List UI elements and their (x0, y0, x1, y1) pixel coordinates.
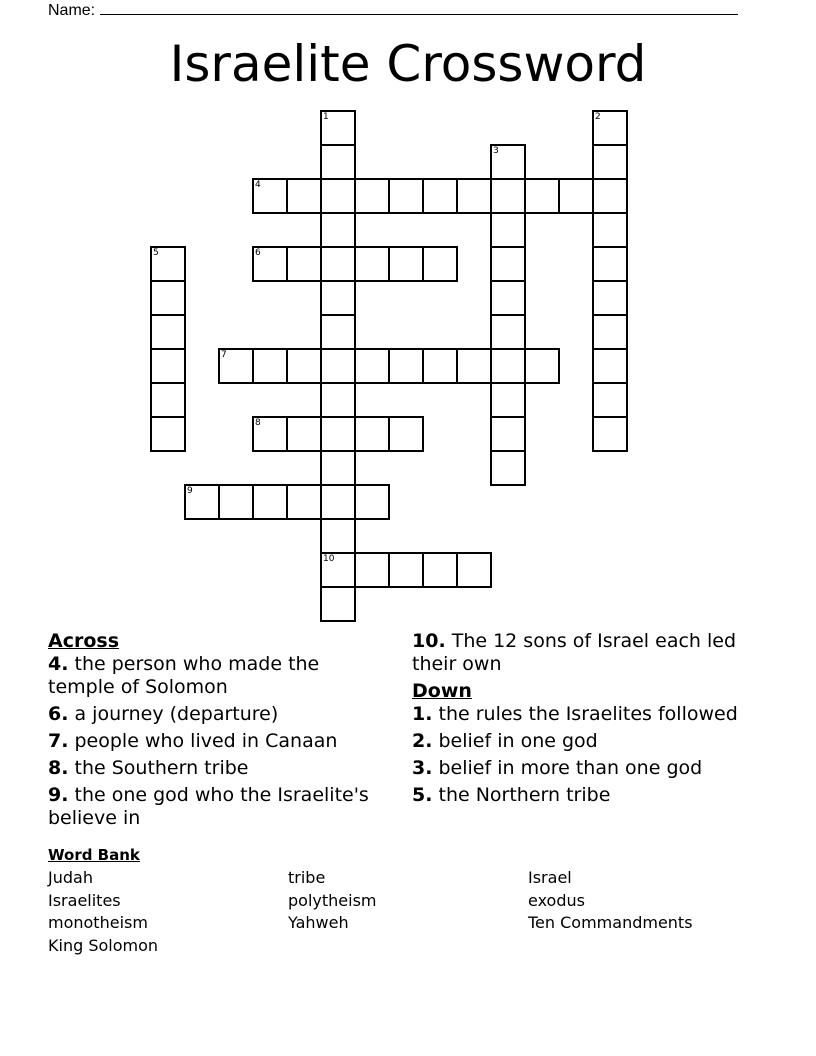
grid-cell[interactable] (252, 246, 288, 282)
grid-cell[interactable] (320, 314, 356, 350)
grid-cell[interactable] (150, 416, 186, 452)
grid-cell[interactable] (320, 484, 356, 520)
grid-cell[interactable] (354, 178, 390, 214)
grid-cell[interactable] (490, 450, 526, 486)
clue-text: the Northern tribe (432, 784, 611, 806)
grid-cell[interactable] (524, 178, 560, 214)
grid-cell[interactable] (558, 178, 594, 214)
clue-number: 7 (221, 350, 227, 360)
grid-cell[interactable] (286, 246, 322, 282)
grid-cell[interactable] (592, 382, 628, 418)
grid-cell[interactable] (320, 110, 356, 146)
name-label: Name: (48, 2, 96, 19)
grid-cell[interactable] (490, 314, 526, 350)
word-bank-item: tribe (288, 868, 326, 887)
grid-cell[interactable] (320, 246, 356, 282)
clue-number: 4 (255, 180, 261, 190)
grid-cell[interactable] (388, 552, 424, 588)
grid-cell[interactable] (320, 450, 356, 486)
grid-cell[interactable] (592, 110, 628, 146)
grid-cell[interactable] (286, 348, 322, 384)
grid-cell[interactable] (592, 212, 628, 248)
grid-cell[interactable] (184, 484, 220, 520)
grid-cell[interactable] (252, 484, 288, 520)
grid-cell[interactable] (524, 348, 560, 384)
grid-cell[interactable] (422, 348, 458, 384)
clue (412, 703, 752, 726)
grid-cell[interactable] (456, 178, 492, 214)
grid-cell[interactable] (490, 178, 526, 214)
across-heading: Across (48, 630, 120, 652)
grid-cell[interactable] (592, 144, 628, 180)
grid-cell[interactable] (320, 178, 356, 214)
grid-cell[interactable] (354, 246, 390, 282)
word-bank-item: Israelites (48, 890, 121, 910)
clue-number: 3 (493, 146, 499, 156)
grid-cell[interactable] (252, 348, 288, 384)
grid-cell[interactable] (252, 416, 288, 452)
clue-text: a journey (departure) (68, 703, 279, 725)
clue-text: belief in one god (432, 730, 598, 752)
grid-cell[interactable] (320, 348, 356, 384)
clue-number: 9. (48, 784, 69, 806)
grid-cell[interactable] (320, 518, 356, 554)
word-bank-title: Word Bank (48, 846, 140, 864)
down-heading: Down (412, 680, 472, 702)
clue-text: the rules the Israelites followed (432, 703, 738, 725)
grid-cell[interactable] (150, 280, 186, 316)
word-bank-item: King Solomon (48, 935, 159, 955)
word-bank-item: polytheism (288, 890, 377, 910)
grid-cell[interactable] (592, 178, 628, 214)
grid-cell[interactable] (320, 280, 356, 316)
clue (412, 757, 752, 780)
clue-number: 1 (323, 112, 329, 122)
clue-number: 5 (153, 248, 159, 258)
clue-number: 2. (412, 730, 433, 752)
grid-cell[interactable] (150, 382, 186, 418)
clue (48, 757, 388, 780)
clue-number: 6. (48, 703, 69, 725)
grid-cell[interactable] (490, 382, 526, 418)
clue (48, 730, 388, 753)
across-clues (48, 630, 388, 834)
grid-cell[interactable] (388, 246, 424, 282)
word-bank-item: Israel (528, 868, 572, 887)
clue-number: 1. (412, 703, 433, 725)
grid-cell[interactable] (388, 416, 424, 452)
grid-cell[interactable] (422, 178, 458, 214)
grid-cell[interactable] (150, 246, 186, 282)
grid-cell[interactable] (218, 484, 254, 520)
grid-cell[interactable] (320, 552, 356, 588)
grid-cell[interactable] (320, 144, 356, 180)
grid-cell[interactable] (252, 178, 288, 214)
grid-cell[interactable] (592, 246, 628, 282)
grid-cell[interactable] (456, 552, 492, 588)
grid-cell[interactable] (592, 416, 628, 452)
word-bank-item: monotheism (48, 913, 148, 932)
grid-cell[interactable] (320, 212, 356, 248)
grid-cell[interactable] (354, 348, 390, 384)
grid-cell[interactable] (592, 348, 628, 384)
clue-number: 10. (412, 630, 446, 652)
grid-cell[interactable] (354, 416, 390, 452)
grid-cell[interactable] (490, 246, 526, 282)
clue-number: 7. (48, 730, 69, 752)
clue (412, 730, 752, 753)
clue-text: the Southern tribe (68, 757, 249, 779)
clue-number: 8 (255, 418, 261, 428)
grid-cell[interactable] (354, 484, 390, 520)
clue-number: 10 (323, 554, 335, 564)
grid-cell[interactable] (422, 552, 458, 588)
clue-number: 3. (412, 757, 433, 779)
grid-cell[interactable] (388, 348, 424, 384)
grid-cell[interactable] (456, 348, 492, 384)
clue-number: 6 (255, 248, 261, 258)
clue-text: people who lived in Canaan (68, 730, 338, 752)
grid-cell[interactable] (490, 416, 526, 452)
clue (48, 703, 388, 726)
grid-cell[interactable] (490, 280, 526, 316)
grid-cell[interactable] (490, 144, 526, 180)
word-bank-item: exodus (528, 890, 585, 910)
word-bank-item: Ten Commandments (528, 913, 693, 932)
grid-cell[interactable] (490, 212, 526, 248)
grid-cell[interactable] (422, 246, 458, 282)
grid-cell[interactable] (286, 416, 322, 452)
clue-number: 4. (48, 653, 69, 675)
clue-number: 9 (187, 486, 193, 496)
page-title: Israelite Crossword (169, 35, 647, 93)
grid-cell[interactable] (320, 586, 356, 622)
clue-number: 2 (595, 112, 601, 122)
grid-cell[interactable] (592, 280, 628, 316)
grid-cell[interactable] (388, 178, 424, 214)
grid-cell[interactable] (320, 416, 356, 452)
clue-text: the one god who the Israelite's believe in (48, 784, 369, 829)
clue (48, 784, 388, 830)
clue-text: the person who made the temple of Solomon (48, 653, 320, 698)
grid-cell[interactable] (490, 348, 526, 384)
grid-cell[interactable] (150, 314, 186, 350)
word-bank-item: Judah (48, 868, 93, 887)
clue (412, 784, 752, 807)
clue-text: The 12 sons of Israel each led their own (412, 630, 737, 675)
grid-cell[interactable] (354, 552, 390, 588)
clue (48, 653, 388, 699)
clue-text: belief in more than one god (432, 757, 703, 779)
grid-cell[interactable] (592, 314, 628, 350)
clue (412, 630, 752, 676)
word-bank-item: Yahweh (288, 913, 349, 932)
grid-cell[interactable] (150, 348, 186, 384)
grid-cell[interactable] (320, 382, 356, 418)
grid-cell[interactable] (286, 178, 322, 214)
right-clue-column (412, 630, 752, 811)
grid-cell[interactable] (286, 484, 322, 520)
grid-cell[interactable] (218, 348, 254, 384)
clue-number: 8. (48, 757, 69, 779)
clue-number: 5. (412, 784, 433, 806)
